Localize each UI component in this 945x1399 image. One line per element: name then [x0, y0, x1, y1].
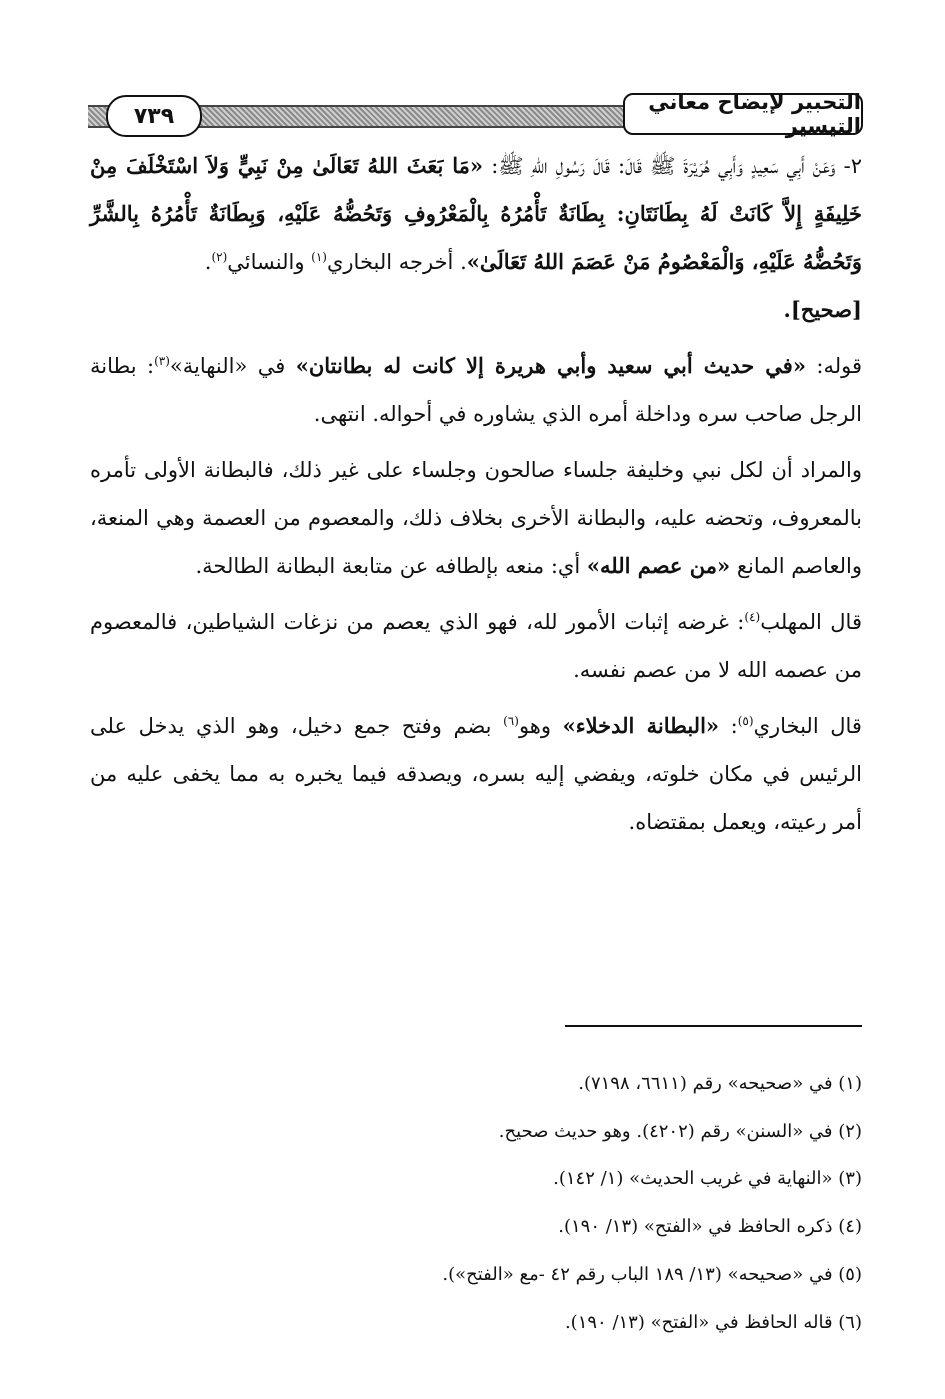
hadith-intro: ٢- وَعَنْ أَبِي سَعِيدٍ وَأَبِي هُرَيْرَةَ ﷺ قَالَ: قَالَ رَسُولِ اللهِ ﷺ:: [483, 154, 862, 178]
footnote-3: (٣) «النهاية في غريب الحديث» (١/ ١٤٢).: [553, 1168, 862, 1190]
page-number: ٧٣٩: [106, 95, 202, 137]
commentary-paragraph-1: [90, 342, 862, 438]
hadith-paragraph: [90, 142, 862, 334]
quoted-phrase: «من عصم الله»: [586, 553, 731, 578]
footnote-divider: [565, 1025, 862, 1027]
footnote-ref-2[interactable]: (٢): [211, 250, 228, 264]
footnote-ref-4[interactable]: (٤): [744, 610, 761, 624]
footnote-1: (١) في «صحيحه» رقم (٦٦١١، ٧١٩٨).: [578, 1073, 862, 1094]
commentary-text: قوله:: [805, 354, 863, 378]
hadith-grade: [صحيح].: [783, 297, 862, 322]
commentary-text: بضم وفتح جمع دخيل، وهو الذي يدخل على الرئيس في مكان خلوته، ويفضي إليه بسره، ويصدقه فيما يخبره به مما يخفى عليه من أمر رعيته، ويعمل بمقتضاه.: [90, 714, 862, 834]
book-title: التحبير لإيضاح معاني التيسير: [623, 93, 863, 135]
commentary-paragraph-2: [90, 446, 862, 590]
footnote-ref-3[interactable]: (٣): [154, 354, 170, 368]
commentary-text: : غرضه إثبات الأمور لله، فهو الذي يعصم من نزغات الشياطين، فالمعصوم من عصمه الله لا من عصم نفسه.: [90, 610, 862, 682]
hadith-source-end: .: [204, 250, 212, 274]
hadith-source: . أخرجه البخاري: [326, 250, 467, 274]
footnotes: [90, 1060, 862, 1346]
hadith-source-2: والنسائي: [227, 250, 312, 274]
quoted-phrase: «في حديث أبي سعيد وأبي هريرة إلا كانت له بطانتان»: [295, 353, 806, 378]
commentary-text: في «النهاية»: [169, 354, 296, 378]
commentary-text: قال المهلب: [760, 610, 862, 634]
main-text: [90, 142, 862, 854]
commentary-text: وهو: [518, 714, 563, 738]
commentary-paragraph-4: [90, 702, 862, 846]
quoted-phrase: «البطانة الدخلاء»: [562, 713, 720, 738]
commentary-text: قال البخاري: [753, 714, 862, 738]
commentary-text: : بطانة الرجل صاحب سره وداخلة أمره الذي يشاوره في أحواله. انتهى.: [90, 354, 862, 426]
footnote-5: (٥) في «صحيحه» (١٣/ ١٨٩ الباب رقم ٤٢ -مع «الفتح»).: [442, 1263, 862, 1285]
footnote-6: (٦) قاله الحافظ في «الفتح» (١٣/ ١٩٠).: [564, 1311, 862, 1333]
commentary-text: :: [719, 714, 738, 738]
commentary-text: والمراد أن لكل نبي وخليفة جلساء صالحون وجلساء على غير ذلك، فالبطانة الأولى تأمره بالمعروف، وتحضه عليه، والبطانة الأخرى بخلاف ذلك، والمعصوم من العصمة وهي المنعة، والعاصم المانع: [90, 458, 862, 578]
footnote-ref-6[interactable]: (٦): [503, 714, 519, 728]
footnote-2: (٢) في «السنن» رقم (٤٢٠٢). وهو حديث صحيح.: [498, 1120, 862, 1142]
commentary-paragraph-3: [90, 598, 862, 694]
footnote-4: (٤) ذكره الحافظ في «الفتح» (١٣/ ١٩٠).: [558, 1216, 862, 1238]
hadith-text: «مَا بَعَثَ اللهُ تَعَالَىٰ مِنْ نَبِيٍّ وَلاَ اسْتَخْلَفَ مِنْ خَلِيفَةٍ إِلاَّ كَانَتْ لَهُ بِطَانَتَانِ: بِطَانَةٌ تَأْمُرُهُ بِالْمَعْرُوفِ وَتَحُضُّهُ عَلَيْهِ، وَبِطَانَةٌ تَأْمُرُهُ بِالشَّرِّ وَتَحُضُّهُ عَلَيْهِ، وَالْمَعْصُومُ مَنْ عَصَمَ اللهُ تَعَالَىٰ»: [90, 153, 862, 274]
commentary-text: أي: منعه بإلطافه عن متابعة البطانة الطالحة.: [195, 554, 587, 578]
footnote-ref-5[interactable]: (٥): [737, 714, 754, 728]
page-header: [88, 92, 863, 138]
footnote-ref-1[interactable]: (١): [311, 250, 327, 264]
